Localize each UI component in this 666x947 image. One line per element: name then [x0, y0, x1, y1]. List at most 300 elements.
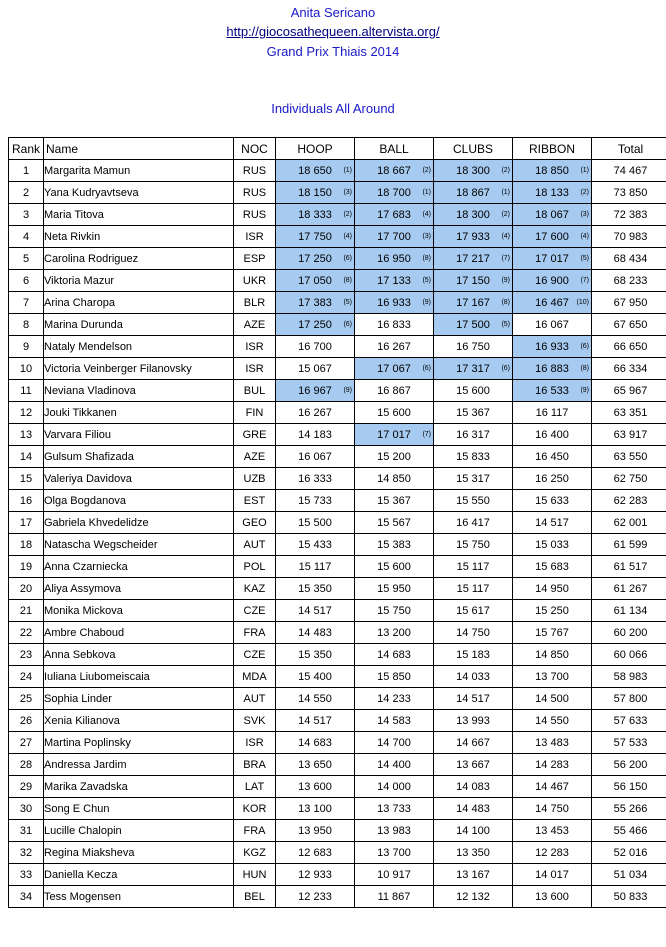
name-cell: Natascha Wegscheider: [44, 534, 234, 556]
clubs-score-cell: [434, 754, 513, 776]
ball-score-cell: [355, 710, 434, 732]
hoop-score: 17 250: [298, 252, 332, 265]
ribbon-score: 16 900: [535, 274, 569, 287]
ribbon-score: 15 633: [535, 494, 569, 507]
hoop-score-cell: [276, 182, 355, 204]
total-cell: 68 233: [592, 270, 666, 292]
ribbon-score-cell: [513, 710, 592, 732]
ribbon-score: 18 067: [535, 208, 569, 221]
ribbon-score: 12 283: [535, 846, 569, 859]
ball-score: 15 600: [377, 560, 411, 573]
ball-apparatus-rank: (7): [422, 431, 431, 438]
clubs-score: 13 667: [456, 758, 490, 771]
ribbon-score-cell: [513, 864, 592, 886]
noc-cell: LAT: [234, 776, 276, 798]
clubs-score: 17 150: [456, 274, 490, 287]
noc-cell: UKR: [234, 270, 276, 292]
ribbon-score: 13 600: [535, 890, 569, 903]
rank-cell: 28: [9, 754, 44, 776]
ribbon-apparatus-rank: (2): [580, 189, 589, 196]
total-cell: 68 434: [592, 248, 666, 270]
clubs-score: 12 132: [456, 890, 490, 903]
ribbon-score: 17 017: [535, 252, 569, 265]
hoop-score: 16 067: [298, 450, 332, 463]
hoop-score-cell: [276, 446, 355, 468]
clubs-score-cell: [434, 512, 513, 534]
name-cell: Sophia Linder: [44, 688, 234, 710]
noc-cell: AUT: [234, 534, 276, 556]
table-row: [9, 798, 666, 820]
clubs-score-cell: [434, 226, 513, 248]
table-row: [9, 358, 666, 380]
hoop-score-cell: [276, 270, 355, 292]
rank-cell: 22: [9, 622, 44, 644]
ball-score-cell: [355, 600, 434, 622]
name-cell: Aliya Assymova: [44, 578, 234, 600]
name-cell: Martina Poplinsky: [44, 732, 234, 754]
clubs-score: 14 517: [456, 692, 490, 705]
ribbon-score: 15 250: [535, 604, 569, 617]
ball-score: 15 850: [377, 670, 411, 683]
table-row: [9, 666, 666, 688]
noc-cell: BRA: [234, 754, 276, 776]
clubs-score-cell: [434, 556, 513, 578]
hoop-score-cell: [276, 820, 355, 842]
hoop-score: 14 483: [298, 626, 332, 639]
clubs-apparatus-rank: (1): [501, 189, 510, 196]
ball-score-cell: [355, 732, 434, 754]
ball-score-cell: [355, 468, 434, 490]
hoop-apparatus-rank: (9): [343, 387, 352, 394]
ball-score-cell: [355, 446, 434, 468]
ribbon-score-cell: [513, 248, 592, 270]
hoop-score: 15 400: [298, 670, 332, 683]
hoop-apparatus-rank: (6): [343, 255, 352, 262]
clubs-score: 15 367: [456, 406, 490, 419]
col-header-hoop: HOOP: [276, 138, 355, 160]
ball-score-cell: [355, 226, 434, 248]
clubs-score: 14 100: [456, 824, 490, 837]
clubs-score: 15 833: [456, 450, 490, 463]
clubs-score: 17 167: [456, 296, 490, 309]
ball-score: 13 983: [377, 824, 411, 837]
ribbon-score: 14 500: [535, 692, 569, 705]
rank-cell: 24: [9, 666, 44, 688]
col-header-ball: BALL: [355, 138, 434, 160]
ball-score: 13 700: [377, 846, 411, 859]
ball-score-cell: [355, 534, 434, 556]
table-row: [9, 380, 666, 402]
noc-cell: CZE: [234, 644, 276, 666]
ribbon-score-cell: [513, 424, 592, 446]
clubs-score-cell: [434, 424, 513, 446]
rank-cell: 18: [9, 534, 44, 556]
noc-cell: BUL: [234, 380, 276, 402]
ribbon-score: 16 250: [535, 472, 569, 485]
ribbon-apparatus-rank: (7): [580, 277, 589, 284]
table-row: [9, 446, 666, 468]
rank-cell: 27: [9, 732, 44, 754]
rank-cell: 10: [9, 358, 44, 380]
total-cell: 62 750: [592, 468, 666, 490]
ribbon-score-cell: [513, 622, 592, 644]
rank-cell: 11: [9, 380, 44, 402]
ball-score: 14 400: [377, 758, 411, 771]
table-row: [9, 644, 666, 666]
hoop-apparatus-rank: (8): [343, 277, 352, 284]
clubs-score-cell: [434, 204, 513, 226]
ball-score: 15 750: [377, 604, 411, 617]
hoop-apparatus-rank: (4): [343, 233, 352, 240]
ball-score: 17 133: [377, 274, 411, 287]
table-row: [9, 248, 666, 270]
rank-cell: 21: [9, 600, 44, 622]
clubs-score-cell: [434, 248, 513, 270]
hoop-score-cell: [276, 380, 355, 402]
hoop-apparatus-rank: (5): [343, 299, 352, 306]
ball-score: 17 700: [377, 230, 411, 243]
ribbon-score: 14 017: [535, 868, 569, 881]
name-cell: Gabriela Khvedelidze: [44, 512, 234, 534]
col-header-clubs: CLUBS: [434, 138, 513, 160]
name-cell: Iuliana Liubomeiscaia: [44, 666, 234, 688]
clubs-score: 15 750: [456, 538, 490, 551]
clubs-score-cell: [434, 534, 513, 556]
col-header-rank: Rank: [9, 138, 44, 160]
clubs-score-cell: [434, 798, 513, 820]
table-row: [9, 732, 666, 754]
hoop-score-cell: [276, 534, 355, 556]
noc-cell: GEO: [234, 512, 276, 534]
ball-score-cell: [355, 380, 434, 402]
table-row: [9, 336, 666, 358]
table-row: [9, 490, 666, 512]
hoop-score-cell: [276, 336, 355, 358]
clubs-apparatus-rank: (8): [501, 299, 510, 306]
hoop-score: 15 067: [298, 362, 332, 375]
ball-score: 16 267: [377, 340, 411, 353]
ribbon-score: 14 550: [535, 714, 569, 727]
hoop-score: 17 050: [298, 274, 332, 287]
clubs-apparatus-rank: (5): [501, 321, 510, 328]
ball-score: 15 600: [377, 406, 411, 419]
ball-score: 18 700: [377, 186, 411, 199]
ribbon-score-cell: [513, 688, 592, 710]
rank-cell: 3: [9, 204, 44, 226]
clubs-score-cell: [434, 160, 513, 182]
ribbon-score: 16 450: [535, 450, 569, 463]
clubs-score-cell: [434, 468, 513, 490]
rank-cell: 26: [9, 710, 44, 732]
hoop-score: 14 183: [298, 428, 332, 441]
col-header-noc: NOC: [234, 138, 276, 160]
noc-cell: EST: [234, 490, 276, 512]
ribbon-score: 16 933: [535, 340, 569, 353]
clubs-score-cell: [434, 688, 513, 710]
name-cell: Neviana Vladinova: [44, 380, 234, 402]
name-cell: Anna Sebkova: [44, 644, 234, 666]
name-cell: Margarita Mamun: [44, 160, 234, 182]
rank-cell: 6: [9, 270, 44, 292]
clubs-score: 16 750: [456, 340, 490, 353]
clubs-apparatus-rank: (2): [501, 167, 510, 174]
ribbon-score: 14 850: [535, 648, 569, 661]
rank-cell: 29: [9, 776, 44, 798]
ball-score: 17 067: [377, 362, 411, 375]
ribbon-score: 16 067: [535, 318, 569, 331]
ball-score: 14 683: [377, 648, 411, 661]
ribbon-score-cell: [513, 314, 592, 336]
clubs-apparatus-rank: (6): [501, 365, 510, 372]
name-cell: Regina Miaksheva: [44, 842, 234, 864]
ball-score: 15 567: [377, 516, 411, 529]
total-cell: 61 134: [592, 600, 666, 622]
clubs-score: 15 617: [456, 604, 490, 617]
total-cell: 50 833: [592, 886, 666, 908]
hoop-apparatus-rank: (1): [343, 167, 352, 174]
ribbon-apparatus-rank: (3): [580, 211, 589, 218]
ball-score-cell: [355, 314, 434, 336]
hoop-score: 12 933: [298, 868, 332, 881]
hoop-score: 17 383: [298, 296, 332, 309]
ribbon-apparatus-rank: (6): [580, 343, 589, 350]
hoop-score-cell: [276, 864, 355, 886]
ribbon-score: 15 033: [535, 538, 569, 551]
hoop-score-cell: [276, 886, 355, 908]
clubs-score: 17 933: [456, 230, 490, 243]
table-row: [9, 600, 666, 622]
ball-apparatus-rank: (6): [422, 365, 431, 372]
ribbon-score-cell: [513, 732, 592, 754]
site-link[interactable]: http://giocosathequeen.altervista.org/: [226, 24, 440, 39]
ball-score: 16 833: [377, 318, 411, 331]
table-row: [9, 512, 666, 534]
table-row: [9, 622, 666, 644]
ribbon-score: 13 453: [535, 824, 569, 837]
hoop-score-cell: [276, 644, 355, 666]
hoop-score-cell: [276, 578, 355, 600]
hoop-score-cell: [276, 204, 355, 226]
total-cell: 52 016: [592, 842, 666, 864]
hoop-score: 15 733: [298, 494, 332, 507]
table-row: [9, 468, 666, 490]
ribbon-score-cell: [513, 336, 592, 358]
ball-apparatus-rank: (8): [422, 255, 431, 262]
clubs-score: 13 350: [456, 846, 490, 859]
rank-cell: 13: [9, 424, 44, 446]
ribbon-score-cell: [513, 468, 592, 490]
ribbon-score-cell: [513, 402, 592, 424]
rank-cell: 12: [9, 402, 44, 424]
hoop-score: 14 550: [298, 692, 332, 705]
clubs-score: 18 300: [456, 208, 490, 221]
noc-cell: BEL: [234, 886, 276, 908]
ball-score: 16 950: [377, 252, 411, 265]
author-name: Anita Sericano: [290, 5, 376, 20]
name-cell: Andressa Jardim: [44, 754, 234, 776]
ball-apparatus-rank: (1): [422, 189, 431, 196]
hoop-score: 13 650: [298, 758, 332, 771]
hoop-score: 13 100: [298, 802, 332, 815]
table-row: [9, 270, 666, 292]
table-row: [9, 556, 666, 578]
ball-score: 16 933: [377, 296, 411, 309]
ball-score: 10 917: [377, 868, 411, 881]
rank-cell: 34: [9, 886, 44, 908]
name-cell: Anna Czarniecka: [44, 556, 234, 578]
name-cell: Olga Bogdanova: [44, 490, 234, 512]
ribbon-score-cell: [513, 754, 592, 776]
noc-cell: FRA: [234, 820, 276, 842]
total-cell: 63 917: [592, 424, 666, 446]
name-cell: Daniella Kecza: [44, 864, 234, 886]
clubs-score-cell: [434, 666, 513, 688]
ribbon-score: 16 400: [535, 428, 569, 441]
name-cell: Varvara Filiou: [44, 424, 234, 446]
ball-score-cell: [355, 512, 434, 534]
ribbon-apparatus-rank: (5): [580, 255, 589, 262]
clubs-score-cell: [434, 600, 513, 622]
ball-score: 14 850: [377, 472, 411, 485]
clubs-score: 15 550: [456, 494, 490, 507]
ball-score: 13 200: [377, 626, 411, 639]
clubs-score-cell: [434, 358, 513, 380]
noc-cell: ISR: [234, 336, 276, 358]
ribbon-score: 13 483: [535, 736, 569, 749]
ribbon-score-cell: [513, 534, 592, 556]
ball-score-cell: [355, 864, 434, 886]
hoop-score: 18 333: [298, 208, 332, 221]
clubs-score-cell: [434, 380, 513, 402]
total-cell: 63 550: [592, 446, 666, 468]
hoop-score: 15 350: [298, 582, 332, 595]
total-cell: 62 001: [592, 512, 666, 534]
total-cell: 70 983: [592, 226, 666, 248]
clubs-score: 18 300: [456, 164, 490, 177]
name-cell: Monika Mickova: [44, 600, 234, 622]
ball-apparatus-rank: (4): [422, 211, 431, 218]
ribbon-score-cell: [513, 886, 592, 908]
clubs-score-cell: [434, 578, 513, 600]
total-cell: 57 800: [592, 688, 666, 710]
clubs-score-cell: [434, 336, 513, 358]
ball-score-cell: [355, 622, 434, 644]
ribbon-score: 14 517: [535, 516, 569, 529]
clubs-score: 15 117: [456, 582, 490, 595]
total-cell: 58 983: [592, 666, 666, 688]
ball-score-cell: [355, 556, 434, 578]
noc-cell: POL: [234, 556, 276, 578]
ribbon-score: 16 533: [535, 384, 569, 397]
hoop-score: 15 500: [298, 516, 332, 529]
clubs-score: 18 867: [456, 186, 490, 199]
total-cell: 72 383: [592, 204, 666, 226]
ball-score-cell: [355, 292, 434, 314]
ribbon-score: 18 133: [535, 186, 569, 199]
hoop-score: 16 700: [298, 340, 332, 353]
name-cell: Viktoria Mazur: [44, 270, 234, 292]
ribbon-score-cell: [513, 776, 592, 798]
hoop-score-cell: [276, 688, 355, 710]
ribbon-score-cell: [513, 270, 592, 292]
name-cell: Nataly Mendelson: [44, 336, 234, 358]
total-cell: 65 967: [592, 380, 666, 402]
ball-score-cell: [355, 336, 434, 358]
clubs-score: 14 033: [456, 670, 490, 683]
hoop-score-cell: [276, 358, 355, 380]
clubs-score: 13 167: [456, 868, 490, 881]
noc-cell: ESP: [234, 248, 276, 270]
ball-score-cell: [355, 842, 434, 864]
clubs-score-cell: [434, 820, 513, 842]
ribbon-score-cell: [513, 446, 592, 468]
name-cell: Tess Mogensen: [44, 886, 234, 908]
rank-cell: 19: [9, 556, 44, 578]
hoop-score-cell: [276, 468, 355, 490]
hoop-score: 16 333: [298, 472, 332, 485]
ball-score-cell: [355, 688, 434, 710]
ball-score-cell: [355, 358, 434, 380]
ribbon-apparatus-rank: (4): [580, 233, 589, 240]
ball-score-cell: [355, 820, 434, 842]
hoop-score-cell: [276, 798, 355, 820]
hoop-score-cell: [276, 248, 355, 270]
hoop-score-cell: [276, 622, 355, 644]
noc-cell: FRA: [234, 622, 276, 644]
ball-score-cell: [355, 578, 434, 600]
hoop-score: 16 267: [298, 406, 332, 419]
rank-cell: 15: [9, 468, 44, 490]
hoop-score-cell: [276, 490, 355, 512]
noc-cell: SVK: [234, 710, 276, 732]
ribbon-score-cell: [513, 512, 592, 534]
noc-cell: AZE: [234, 314, 276, 336]
name-cell: Victoria Veinberger Filanovsky: [44, 358, 234, 380]
ball-score-cell: [355, 490, 434, 512]
ball-score: 14 233: [377, 692, 411, 705]
clubs-score-cell: [434, 292, 513, 314]
noc-cell: AUT: [234, 688, 276, 710]
ball-score: 17 017: [377, 428, 411, 441]
clubs-score: 15 317: [456, 472, 490, 485]
table-row: [9, 776, 666, 798]
ribbon-score: 14 950: [535, 582, 569, 595]
hoop-score-cell: [276, 842, 355, 864]
ball-apparatus-rank: (2): [422, 167, 431, 174]
hoop-score: 14 517: [298, 604, 332, 617]
clubs-score: 15 600: [456, 384, 490, 397]
name-cell: Maria Titova: [44, 204, 234, 226]
clubs-score: 14 667: [456, 736, 490, 749]
hoop-score-cell: [276, 160, 355, 182]
hoop-score-cell: [276, 402, 355, 424]
hoop-score-cell: [276, 226, 355, 248]
ball-score: 16 867: [377, 384, 411, 397]
table-row: [9, 842, 666, 864]
ribbon-apparatus-rank: (10): [576, 299, 589, 306]
hoop-score: 13 600: [298, 780, 332, 793]
ball-score-cell: [355, 182, 434, 204]
hoop-score-cell: [276, 710, 355, 732]
table-row: [9, 886, 666, 908]
hoop-score: 15 350: [298, 648, 332, 661]
clubs-score-cell: [434, 644, 513, 666]
hoop-score: 15 433: [298, 538, 332, 551]
clubs-score-cell: [434, 402, 513, 424]
rank-cell: 9: [9, 336, 44, 358]
hoop-score: 13 950: [298, 824, 332, 837]
noc-cell: GRE: [234, 424, 276, 446]
